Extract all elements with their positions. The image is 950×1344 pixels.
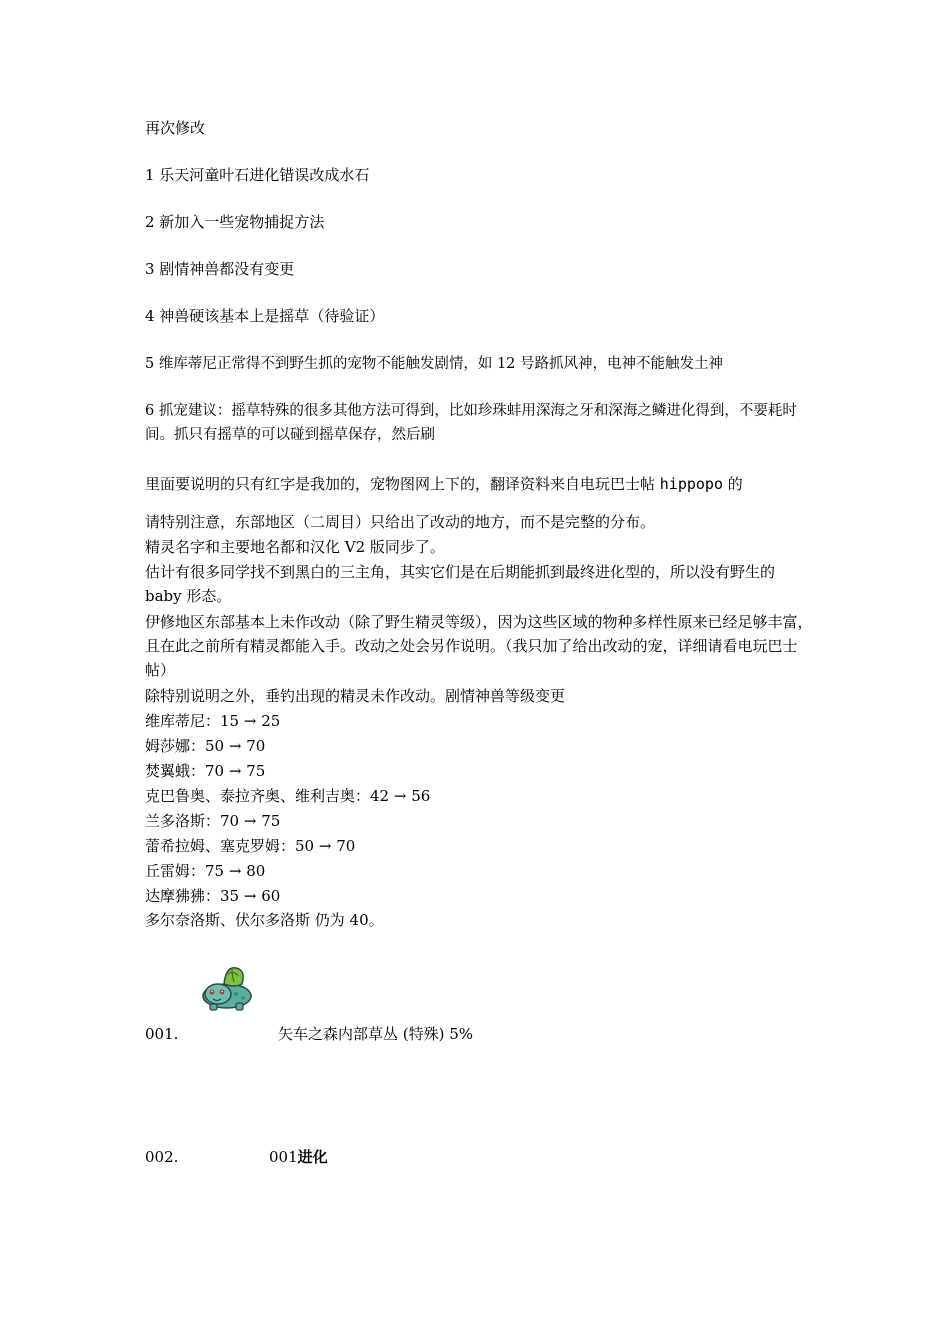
header-text: 再次修改 <box>145 119 206 137</box>
author-handle: hippopo <box>659 475 723 493</box>
paragraph-2: 精灵名字和主要地名都和汉化 V2 版同步了。 <box>145 538 445 556</box>
level-change-2: 姆莎娜：50 → 70 <box>145 737 266 755</box>
entry-001-location: 矢车之森内部草丛 (特殊) 5% <box>278 1025 474 1043</box>
note-line <box>145 472 815 496</box>
paragraph-3: 估计有很多同学找不到黑白的三主角，其实它们是在后期能抓到最终进化型的，所以没有野生的 baby 形态。 <box>145 563 776 605</box>
bulbasaur-sprite-icon <box>196 960 254 1012</box>
evolves-from: 001 <box>269 1148 298 1166</box>
change-item-6: 6 抓宠建议：摇草特殊的很多其他方法可得到，比如珍珠蚌用深海之牙和深海之鳞进化得到，不要耗时间。抓只有摇草的可以碰到摇草保存，然后刷 <box>145 403 797 443</box>
change-item-1: 1 乐天河童叶石进化错误改成水石 <box>145 166 370 184</box>
level-change-5: 兰多洛斯：70 → 75 <box>145 812 281 830</box>
paragraph-1: 请特别注意，东部地区（二周目）只给出了改动的地方，而不是完整的分布。 <box>145 513 656 531</box>
level-change-9: 多尔奈洛斯、伏尔多洛斯 仍为 40。 <box>145 911 384 929</box>
paragraph-5: 除特别说明之外，垂钓出现的精灵未作改动。剧情神兽等级变更 <box>145 687 566 705</box>
level-change-7: 丘雷姆：75 → 80 <box>145 862 266 880</box>
change-item-3: 3 剧情神兽都没有变更 <box>145 260 295 278</box>
evolves-label: 进化 <box>297 1148 328 1166</box>
paragraph-4: 伊修地区东部基本上未作改动（除了野生精灵等级），因为这些区域的物种多样性原来已经足够丰富，且在此之前所有精灵都能入手。改动之处会另作说明。（我只加了给出改动的宠，详细请看电玩巴士帖） <box>145 613 813 679</box>
entry-002-number: 002. <box>145 1148 179 1166</box>
level-change-4: 克巴鲁奥、泰拉齐奥、维利吉奥：42 → 56 <box>145 787 431 805</box>
change-item-4: 4 神兽硬该基本上是摇草（待验证） <box>145 307 385 325</box>
change-item-5: 5 维库蒂尼正常得不到野生抓的宠物不能触发剧情，如 12 号路抓风神，电神不能触发土神 <box>145 356 723 372</box>
change-item-2: 2 新加入一些宠物捕捉方法 <box>145 213 325 231</box>
level-change-8: 达摩狒狒：35 → 60 <box>145 887 281 905</box>
level-change-1: 维库蒂尼：15 → 25 <box>145 712 281 730</box>
note-suffix: 的 <box>723 475 743 493</box>
entry-002-evolution <box>269 1145 328 1169</box>
level-change-3: 焚翼蛾：70 → 75 <box>145 762 266 780</box>
level-change-6: 蕾希拉姆、塞克罗姆：50 → 70 <box>145 837 356 855</box>
note-text: 里面要说明的只有红字是我加的，宠物图网上下的，翻译资料来自电玩巴士帖 <box>145 475 660 493</box>
entry-001-number: 001. <box>145 1025 179 1043</box>
